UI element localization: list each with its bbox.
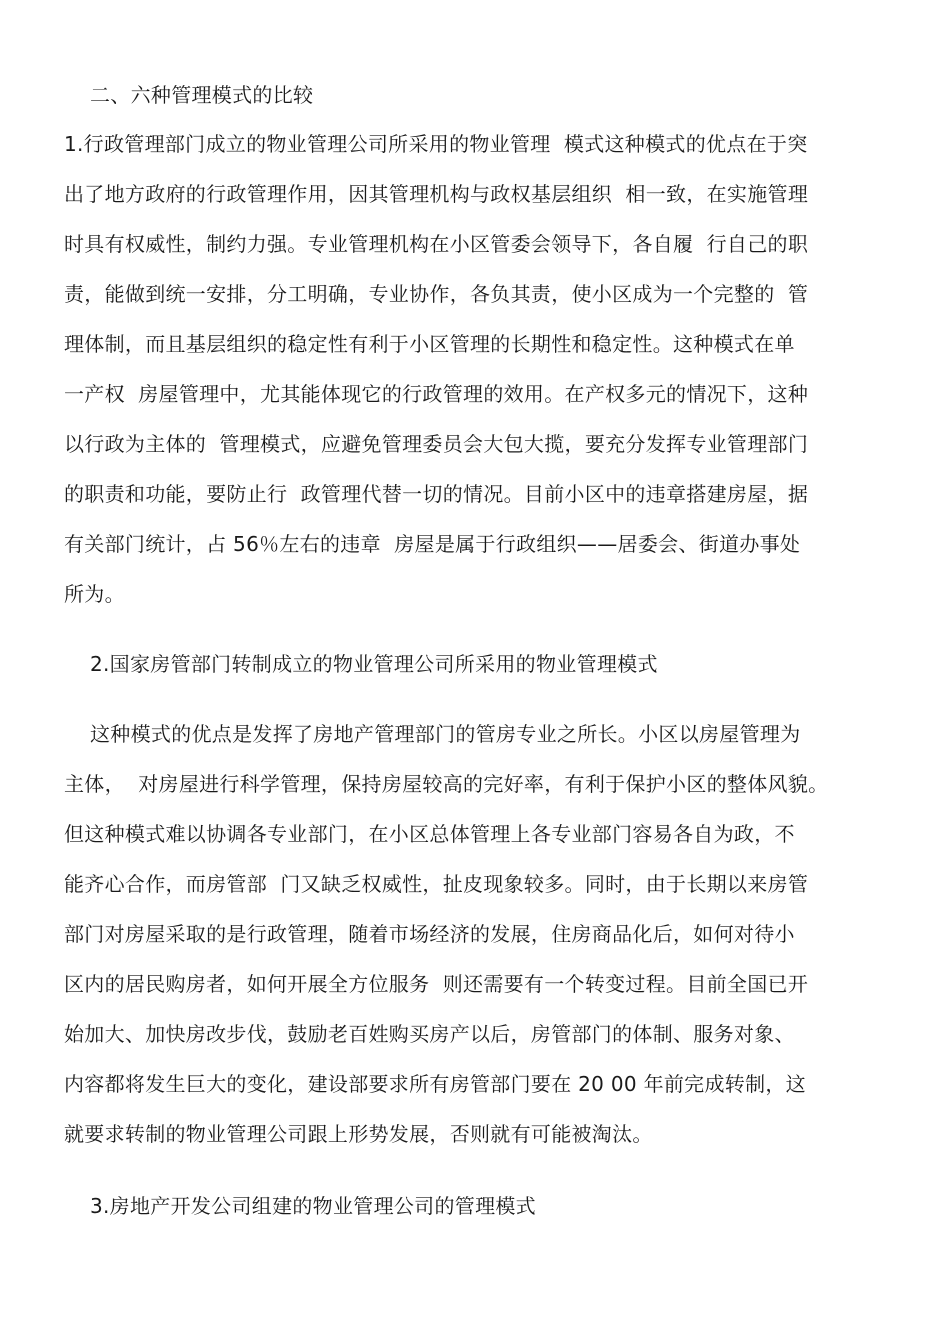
item1-line: 出了地方政府的行政管理作用，因其管理机构与政权基层组织 相一致，在实施管理 bbox=[64, 182, 809, 206]
item3-heading: 3.房地产开发公司组建的物业管理公司的管理模式 bbox=[90, 1194, 536, 1218]
item1-line: 一产权 房屋管理中，尤其能体现它的行政管理的效用。在产权多元的情况下，这种 bbox=[64, 382, 809, 406]
item2-line: 始加大、加快房改步伐，鼓励老百姓购买房产以后，房管部门的体制、服务对象、 bbox=[64, 1022, 795, 1046]
item1-line: 1.行政管理部门成立的物业管理公司所采用的物业管理 模式这种模式的优点在于突 bbox=[64, 132, 808, 156]
item2-line: 但这种模式难以协调各专业部门，在小区总体管理上各专业部门容易各自为政，不 bbox=[64, 822, 795, 846]
item2-line: 部门对房屋采取的是行政管理，随着市场经济的发展，住房商品化后，如何对待小 bbox=[64, 922, 795, 946]
item2-line: 内容都将发生巨大的变化，建设部要求所有房管部门要在 20 00 年前完成转制，这 bbox=[64, 1072, 806, 1096]
item2-heading: 2.国家房管部门转制成立的物业管理公司所采用的物业管理模式 bbox=[90, 652, 658, 676]
item2-line: 能齐心合作，而房管部 门又缺乏权威性，扯皮现象较多。同时，由于长期以来房管 bbox=[64, 872, 809, 896]
item1-line: 责，能做到统一安排，分工明确，专业协作，各负其责，使小区成为一个完整的 管 bbox=[64, 282, 809, 306]
item2-line: 区内的居民购房者，如何开展全方位服务 则还需要有一个转变过程。目前全国已开 bbox=[64, 972, 809, 996]
item1-line: 以行政为主体的 管理模式，应避免管理委员会大包大揽，要充分发挥专业管理部门 bbox=[64, 432, 809, 456]
item1-line: 理体制，而且基层组织的稳定性有利于小区管理的长期性和稳定性。这种模式在单 bbox=[64, 332, 795, 356]
item1-line: 的职责和功能，要防止行 政管理代替一切的情况。目前小区中的违章搭建房屋，据 bbox=[64, 482, 809, 506]
item1-line: 时具有权威性，制约力强。专业管理机构在小区管委会领导下，各自履 行自己的职 bbox=[64, 232, 809, 256]
item2-line: 主体， 对房屋进行科学管理，保持房屋较高的完好率，有利于保护小区的整体风貌。 bbox=[64, 772, 829, 796]
item2-line: 就要求转制的物业管理公司跟上形势发展，否则就有可能被淘汰。 bbox=[64, 1122, 653, 1146]
item1-line: 有关部门统计，占 56％左右的违章 房屋是属于行政组织——居委会、街道办事处 bbox=[64, 532, 801, 556]
item1-line: 所为。 bbox=[64, 582, 125, 606]
section-heading: 二、六种管理模式的比较 bbox=[90, 83, 314, 107]
item2-line: 这种模式的优点是发挥了房地产管理部门的管房专业之所长。小区以房屋管理为 bbox=[90, 722, 801, 746]
